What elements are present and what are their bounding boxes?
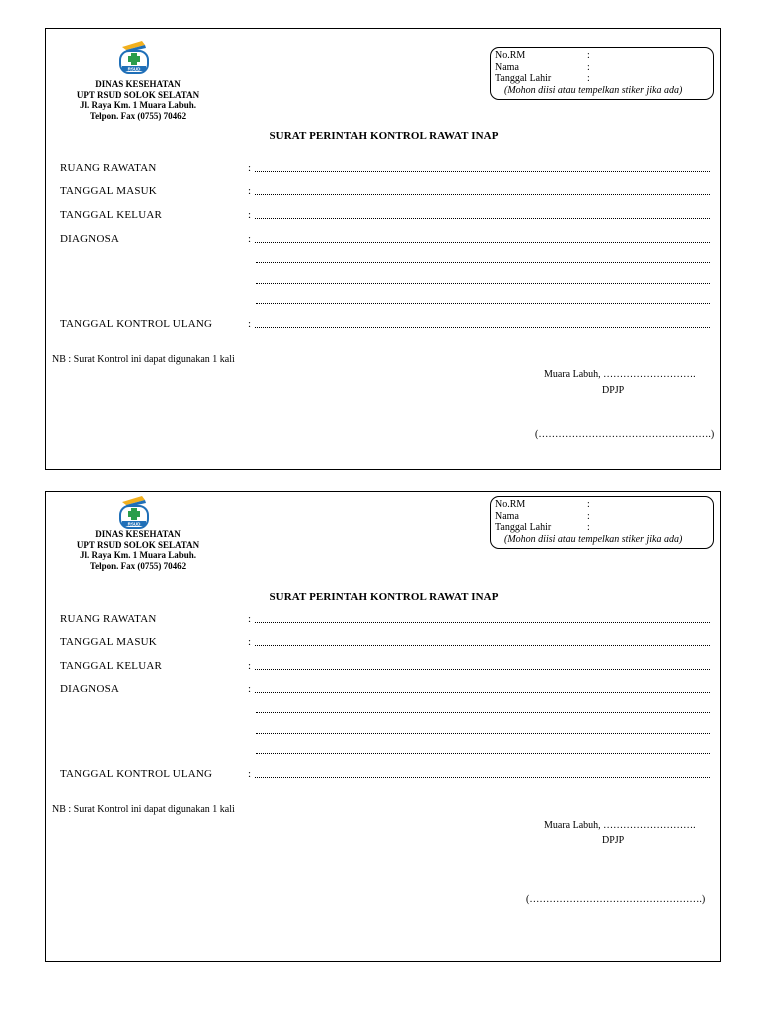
tanggal-masuk-field: TANGGAL MASUK : — [60, 185, 710, 199]
city-date: Muara Labuh, ………………………. — [544, 820, 696, 831]
fill-line — [255, 218, 710, 219]
hospital-phone: Telpon. Fax (0755) 70462 — [89, 560, 187, 571]
fill-line — [256, 303, 710, 304]
hospital-name: UPT RSUD SOLOK SELATAN — [76, 539, 200, 550]
diagnosa-extra-line — [60, 703, 710, 717]
patient-id-box: No.RM : Nama : Tanggal Lahir : (Mohon diisi atau tempelkan stiker jika ada) — [490, 47, 714, 100]
form-title: SURAT PERINTAH KONTROL RAWAT INAP — [269, 591, 499, 603]
dpjp-label: DPJP — [602, 835, 625, 846]
fill-line — [256, 712, 710, 713]
hospital-phone: Telpon. Fax (0755) 70462 — [89, 110, 187, 121]
control-letter-form-1 — [45, 28, 721, 470]
tanggal-lahir-label: Tanggal Lahir — [495, 73, 552, 84]
svg-text:RSUD: RSUD — [127, 66, 141, 72]
diagnosa-field: DIAGNOSA : — [60, 683, 710, 697]
signature-line: (…………………………………………….) — [526, 894, 706, 905]
form-title: SURAT PERINTAH KONTROL RAWAT INAP — [269, 130, 499, 142]
patient-id-box: No.RM : Nama : Tanggal Lahir : (Mohon diisi atau tempelkan stiker jika ada) — [490, 496, 714, 549]
tanggal-kontrol-ulang-label: TANGGAL KONTROL ULANG — [60, 318, 213, 330]
control-letter-form-2 — [45, 491, 721, 962]
fill-line — [255, 692, 710, 693]
diagnosa-field: DIAGNOSA : — [60, 233, 710, 247]
tanggal-masuk-field: TANGGAL MASUK : — [60, 636, 710, 650]
tanggal-masuk-label: TANGGAL MASUK — [60, 636, 157, 648]
tanggal-kontrol-ulang-label: TANGGAL KONTROL ULANG — [60, 768, 213, 780]
sticker-note: (Mohon diisi atau tempelkan stiker jika ada) — [504, 84, 683, 96]
no-rm-label: No.RM — [495, 50, 526, 61]
ruang-rawatan-field: RUANG RAWATAN : — [60, 613, 710, 627]
fill-line — [255, 622, 710, 623]
agency-name: DINAS KESEHATAN — [95, 529, 181, 539]
nb-note: NB : Surat Kontrol ini dapat digunakan 1 kali — [52, 354, 235, 365]
fill-line — [255, 777, 710, 778]
diagnosa-extra-line — [60, 724, 710, 738]
diagnosa-extra-line — [60, 253, 710, 267]
hospital-address: Jl. Raya Km. 1 Muara Labuh. — [79, 100, 196, 110]
fill-line — [255, 669, 710, 670]
nama-label: Nama — [495, 61, 519, 73]
fill-line — [255, 645, 710, 646]
diagnosa-extra-line — [60, 294, 710, 308]
diagnosa-extra-line — [60, 744, 710, 758]
ruang-rawatan-label: RUANG RAWATAN — [60, 162, 157, 174]
dpjp-label: DPJP — [602, 385, 625, 396]
fill-line — [255, 242, 710, 243]
fill-line — [255, 327, 710, 328]
tanggal-keluar-label: TANGGAL KELUAR — [60, 209, 163, 221]
city-date: Muara Labuh, ………………………. — [544, 369, 696, 380]
nb-note: NB : Surat Kontrol ini dapat digunakan 1 kali — [52, 804, 235, 815]
ruang-rawatan-field: RUANG RAWATAN : — [60, 162, 710, 176]
fill-line — [256, 753, 710, 754]
tanggal-masuk-label: TANGGAL MASUK — [60, 185, 157, 197]
agency-name: DINAS KESEHATAN — [95, 79, 181, 89]
no-rm-label: No.RM — [495, 499, 526, 510]
fill-line — [255, 194, 710, 195]
tanggal-keluar-field: TANGGAL KELUAR : — [60, 660, 710, 674]
fill-line — [255, 171, 710, 172]
tanggal-lahir-label: Tanggal Lahir — [495, 522, 552, 533]
fill-line — [256, 283, 710, 284]
tanggal-keluar-label: TANGGAL KELUAR — [60, 660, 163, 672]
hospital-address: Jl. Raya Km. 1 Muara Labuh. — [79, 550, 196, 560]
diagnosa-extra-line — [60, 274, 710, 288]
svg-text:RSUD: RSUD — [127, 521, 141, 527]
hospital-name: UPT RSUD SOLOK SELATAN — [76, 89, 200, 100]
hospital-header — [56, 79, 220, 121]
signature-line: (…………………………………………….) — [535, 429, 715, 440]
tanggal-kontrol-ulang-field: TANGGAL KONTROL ULANG : — [60, 318, 710, 332]
fill-line — [256, 733, 710, 734]
sticker-note: (Mohon diisi atau tempelkan stiker jika ada) — [504, 533, 683, 545]
diagnosa-label: DIAGNOSA — [60, 683, 120, 695]
rsud-logo-icon — [112, 494, 156, 534]
fill-line — [256, 262, 710, 263]
hospital-header — [56, 529, 220, 571]
ruang-rawatan-label: RUANG RAWATAN — [60, 613, 157, 625]
rsud-logo-icon — [112, 39, 156, 79]
tanggal-kontrol-ulang-field: TANGGAL KONTROL ULANG : — [60, 768, 710, 782]
diagnosa-label: DIAGNOSA — [60, 233, 120, 245]
nama-label: Nama — [495, 510, 519, 522]
tanggal-keluar-field: TANGGAL KELUAR : — [60, 209, 710, 223]
